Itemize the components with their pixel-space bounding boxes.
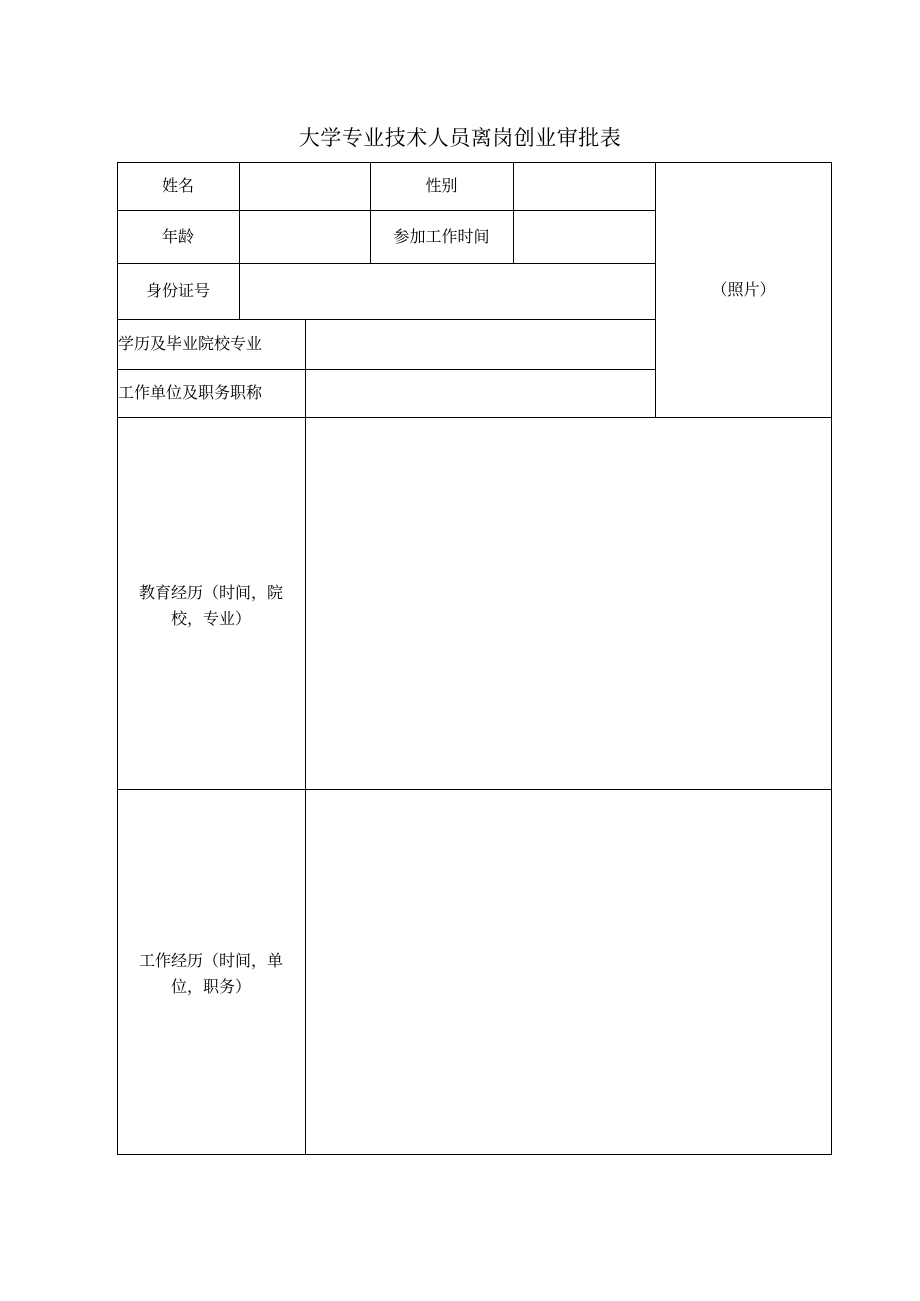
employer-title-label: 工作单位及职务职称: [118, 383, 263, 402]
age-label: 年龄: [161, 226, 194, 246]
id-number-field[interactable]: [240, 264, 655, 319]
id-number-label: 身份证号: [145, 281, 210, 300]
table-border-bottom: [117, 1154, 832, 1155]
name-label: 姓名: [161, 176, 194, 195]
age-field[interactable]: [240, 211, 370, 263]
work-start-label: 参加工作时间: [393, 226, 490, 246]
photo-placeholder[interactable]: （照片）: [711, 279, 776, 299]
education-school-major-label: 学历及毕业院校专业: [118, 334, 263, 353]
work-history-label-line2: 位，职务）: [170, 977, 251, 996]
name-field[interactable]: [240, 163, 370, 210]
page-title: 大学专业技术人员离岗创业审批表: [298, 126, 622, 150]
employer-title-field[interactable]: [306, 370, 655, 417]
work-start-field[interactable]: [514, 211, 655, 263]
education-history-label: [117, 580, 305, 632]
work-history-label: [117, 948, 305, 1000]
gender-field[interactable]: [514, 163, 655, 210]
education-school-major-field[interactable]: [306, 320, 655, 369]
education-history-label-line1: 教育经历（时间，院: [138, 583, 283, 602]
approval-form-table: [117, 162, 832, 1155]
education-history-field[interactable]: [306, 418, 831, 789]
education-history-label-line2: 校，专业）: [170, 609, 251, 628]
gender-label: 性别: [425, 176, 458, 195]
table-border-right: [831, 162, 832, 1155]
work-history-field[interactable]: [306, 790, 831, 1154]
work-history-label-line1: 工作经历（时间，单: [138, 951, 283, 970]
